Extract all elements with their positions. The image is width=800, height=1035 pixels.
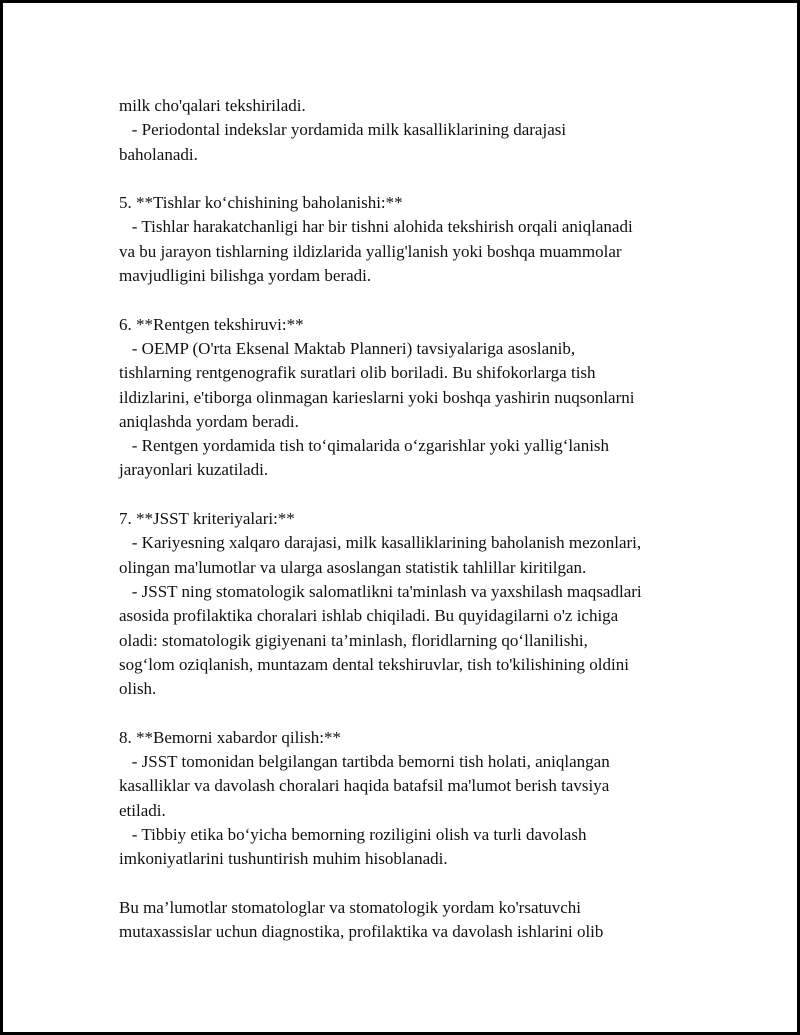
text-line: - Tibbiy etika bo‘yicha bemorning roziligini olish va turli davolash xyxy=(119,824,587,844)
text-line: Bu ma’lumotlar stomatologlar va stomatologik yordam ko'rsatuvchi xyxy=(119,897,581,917)
text-line: asosida profilaktika choralari ishlab chiqiladi. Bu quyidagilarni o'z ichiga xyxy=(119,606,619,626)
text-line: ildizlarini, e'tiborga olinmagan karieslarni yoki boshqa yashirin nuqsonlarni xyxy=(119,387,635,407)
text-line: aniqlashda yordam beradi. xyxy=(119,411,299,431)
text-line: - Periodontal indekslar yordamida milk kasalliklarining darajasi xyxy=(119,120,567,140)
blank-line xyxy=(119,872,719,896)
text-line: - OEMP (O'rta Eksenal Maktab Planneri) tavsiyalariga asoslanib, xyxy=(119,338,576,358)
text-line: olish. xyxy=(119,679,157,699)
text-line: - JSST tomonidan belgilangan tartibda bemorni tish holati, aniqlangan xyxy=(119,752,610,772)
text-line: mavjudligini bilishga yordam beradi. xyxy=(119,266,372,286)
text-line: imkoniyatlarini tushuntirish muhim hisoblanadi. xyxy=(119,849,448,869)
text-line: kasalliklar va davolash choralari haqida batafsil ma'lumot berish tavsiya xyxy=(119,776,610,796)
text-line: baholanadi. xyxy=(119,144,198,164)
blank-line xyxy=(119,701,719,725)
text-line: va bu jarayon tishlarning ildizlarida yallig'lanish yoki boshqa muammolar xyxy=(119,241,622,261)
text-line: jarayonlari kuzatiladi. xyxy=(119,460,269,480)
text-line: 7. **JSST kriteriyalari:** xyxy=(119,509,295,529)
text-line: etiladi. xyxy=(119,800,166,820)
text-line: mutaxassislar uchun diagnostika, profilaktika va davolash ishlarini olib xyxy=(119,922,604,942)
text-line: 6. **Rentgen tekshiruvi:** xyxy=(119,314,304,334)
blank-line xyxy=(119,288,719,312)
blank-line xyxy=(119,167,719,191)
text-line: - Rentgen yordamida tish to‘qimalarida o‘zgarishlar yoki yallig‘lanish xyxy=(119,436,610,456)
text-line: - Kariyesning xalqaro darajasi, milk kasalliklarining baholanish mezonlari, xyxy=(119,533,642,553)
text-line: oladi: stomatologik gigiyenani ta’minlash, floridlarning qo‘llanilishi, xyxy=(119,630,588,650)
text-line: tishlarning rentgenografik suratlari olib boriladi. Bu shifokorlarga tish xyxy=(119,363,596,383)
text-line: sog‘lom oziqlanish, muntazam dental tekshiruvlar, tish to'kilishining oldini xyxy=(119,654,629,674)
text-line: milk cho'qalari tekshiriladi. xyxy=(119,96,306,115)
text-line: olingan ma'lumotlar va ularga asoslangan statistik tahlillar kiritilgan. xyxy=(119,557,587,577)
text-line: - JSST ning stomatologik salomatlikni ta'minlash va yaxshilash maqsadlari xyxy=(119,581,642,601)
text-line: - Tishlar harakatchanligi har bir tishni alohida tekshirish orqali aniqlanadi xyxy=(119,217,633,237)
text-line: 8. **Bemorni xabardor qilish:** xyxy=(119,727,341,747)
blank-line xyxy=(119,483,719,507)
text-line: 5. **Tishlar ko‘chishining baholanishi:** xyxy=(119,193,403,213)
document-body xyxy=(119,94,719,944)
